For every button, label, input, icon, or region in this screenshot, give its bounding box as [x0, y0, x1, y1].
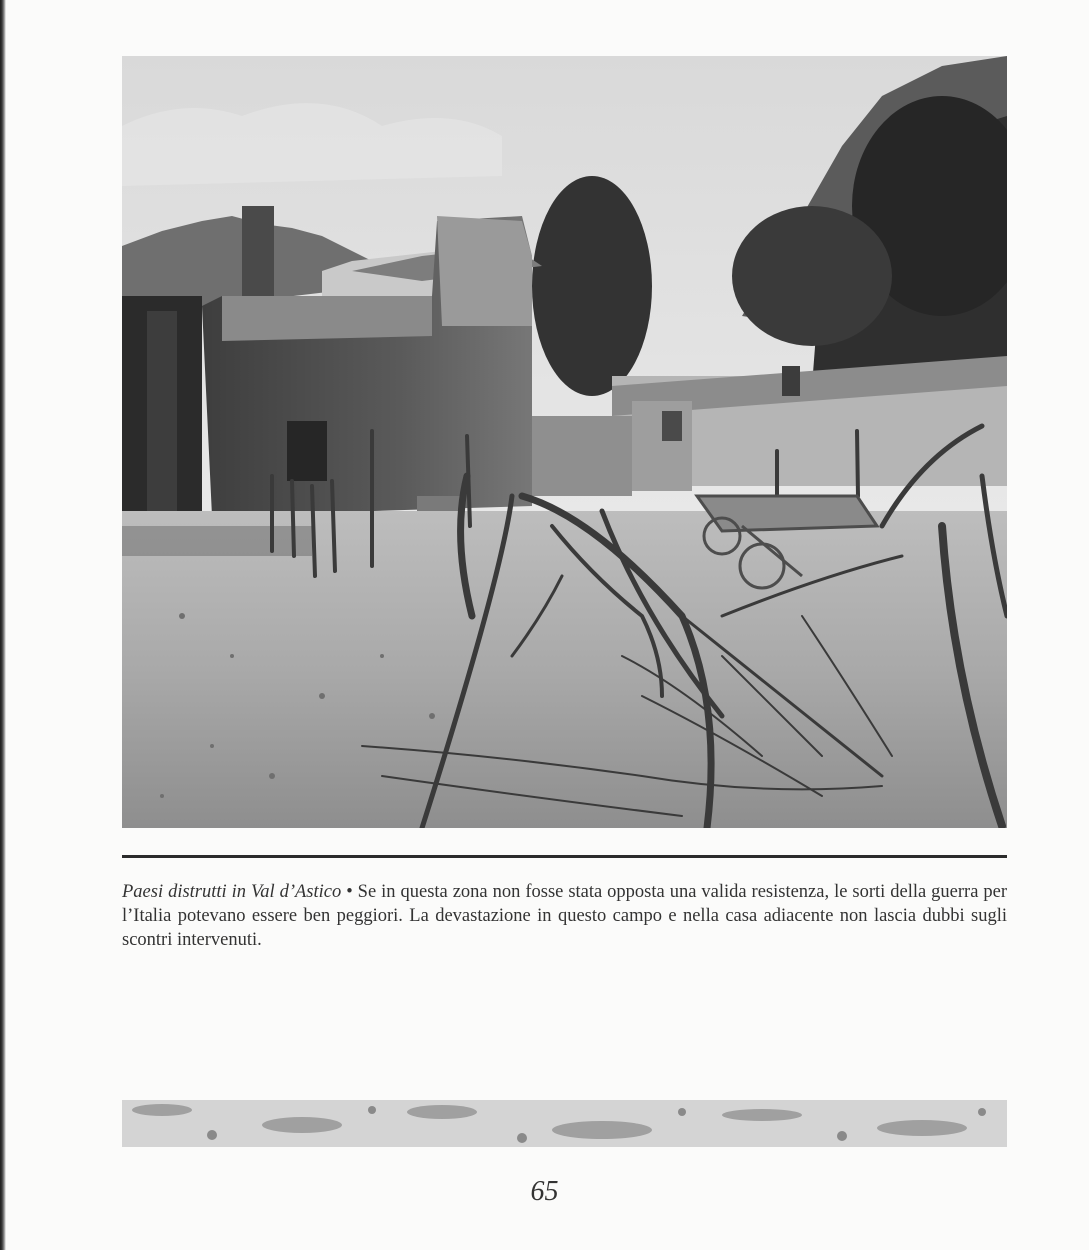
caption-rule — [122, 855, 1007, 858]
next-photo-strip — [122, 1100, 1007, 1147]
caption-title: Paesi distrutti in Val d’Astico — [122, 882, 342, 902]
caption-text: Se in questa zona non fosse stata opposta una valida resistenza, le sorti della guerra per l’Italia potevano essere ben peggiori. La devastazione in questo campo e nella casa adiacente non lascia dubbi sugli scontri intervenuti. — [122, 882, 1007, 950]
caption-separator: • — [341, 882, 358, 902]
page-number: 65 — [530, 1176, 559, 1207]
war-ruins-photograph — [122, 56, 1007, 828]
photo-caption — [122, 880, 1007, 952]
binding-edge — [0, 0, 6, 1250]
